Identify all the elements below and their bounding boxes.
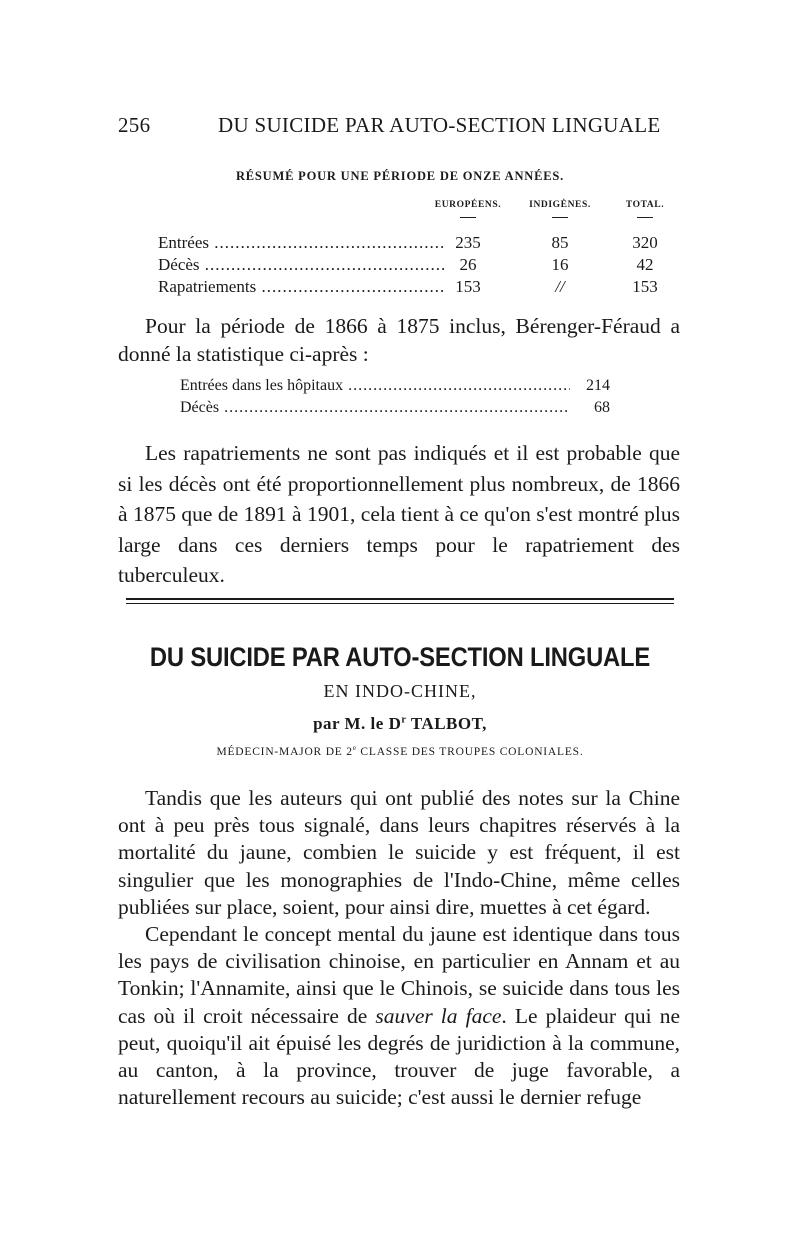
article-title: DU SUICIDE PAR AUTO-SECTION LINGUALE <box>149 642 651 672</box>
paragraph-berenger-feraud: Pour la période de 1866 à 1875 inclus, Bérenger-Féraud a donné la statistique ci-après : <box>118 314 680 366</box>
period-stats-list <box>180 375 640 419</box>
cell-europeens: 153 <box>455 277 481 296</box>
list-item <box>180 397 640 419</box>
article-body <box>118 785 680 1111</box>
running-title: DU SUICIDE PAR AUTO-SECTION LINGUALE <box>218 113 661 137</box>
cell-indigenes: 85 <box>551 233 569 252</box>
cell-europeens: 26 <box>459 255 477 274</box>
row-label: Entrées ..... <box>158 232 445 254</box>
summary-table <box>158 200 665 298</box>
article-subtitle: EN INDO-CHINE, <box>323 681 477 701</box>
cell-total: 42 <box>636 255 654 274</box>
paragraph-rapatriements: Les rapatriements ne sont pas indiqués et il est probable que si les décès ont été proportionnellement plus nombreux, de 1866 à 1875 que de 1891 à 1901, cela tient à ce qu'on s'est montré plus large dans ces derniers temps pour le rapatriement des tuberculeux. <box>118 441 680 587</box>
table-row-deces <box>158 254 654 276</box>
stat-label: Décès ..... <box>180 397 570 419</box>
section-divider-thin <box>126 603 674 604</box>
body-paragraph: Tandis que les auteurs qui ont publié des notes sur la Chine ont à peu près tous signalé, dans leurs chapitres réservés à la mortalité du jaune, combien le suicide y est fréquent, il est singulier que les monographies de l'Indo-Chine, même celles publiées sur place, soient, pour ainsi dire, muettes à cet égard. <box>118 786 680 919</box>
column-header-total: TOTAL. <box>600 200 690 218</box>
column-header-indigenes: INDIGÈNES. <box>515 200 605 218</box>
author-byline: par M. le $D^r$ TALBOT, <box>313 714 487 733</box>
cell-europeens: 235 <box>455 233 481 252</box>
list-item <box>180 375 640 397</box>
cell-indigenes: // <box>555 277 565 296</box>
stat-label: Entrées dans les hôpitaux ..... <box>180 375 570 397</box>
summary-column-headers <box>158 200 665 232</box>
row-label: Décès ..... <box>158 254 445 276</box>
table-row-entrees <box>158 232 658 254</box>
summary-table-title: RÉSUMÉ POUR UNE PÉRIODE DE ONZE ANNÉES. <box>235 169 565 183</box>
column-header-europeens: EUROPÉENS. <box>423 200 513 218</box>
italic-phrase: sauver la face <box>375 1003 502 1028</box>
body-paragraph: Cependant le concept mental du jaune est identique dans tous les pays de civilisation chinoise, en particulier en Annam et au Tonkin; l'Annamite, ainsi que le Chinois, se suicide dans tous les cas où il croit nécessaire de sauver la face. Le plaideur qui ne peut, quoiqu'il ait épuisé les degrés de juridiction à la commune, au canton, à la province, trouver de juge favorable, a naturellement recours au suicide; c'est aussi le dernier refuge <box>118 922 680 1110</box>
cell-total: 153 <box>632 277 658 296</box>
cell-total: 320 <box>632 233 658 252</box>
cell-indigenes: 16 <box>551 255 569 274</box>
stat-value: 214 <box>586 377 610 394</box>
page-number: 256 <box>118 113 151 137</box>
section-divider <box>126 598 674 600</box>
row-label: Rapatriements ..... <box>158 276 445 298</box>
table-row-rapatriements <box>158 276 658 298</box>
author-affiliation: MÉDECIN-MAJOR DE 2e CLASSE DES TROUPES COLONIALES. <box>216 745 584 758</box>
stat-value: 68 <box>594 399 610 416</box>
